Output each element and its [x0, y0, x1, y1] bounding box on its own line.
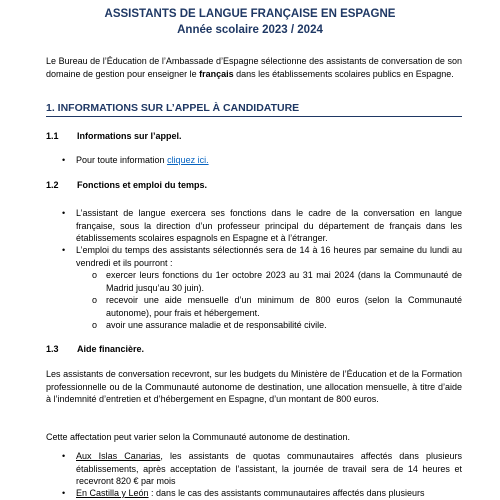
- list-item: • Aux Islas Canarias, les assistants de quotas communautaires affectés dans plusieurs établissements, après acceptation de l’assistant, la journée de travail sera de 14 heures et recevront 820 € par mois: [62, 451, 462, 486]
- bullet-icon: •: [62, 155, 66, 165]
- bullet-icon: •: [62, 488, 66, 498]
- bullet-icon: •: [62, 451, 66, 461]
- variation-note: Cette affectation peut varier selon la Communauté autonome de destination.: [46, 432, 351, 442]
- sub-list-item: o recevoir une aide mensuelle d’un minimum de 800 euros (selon la Communauté autonome), pour frais et hébergement.: [92, 295, 462, 318]
- document-title: ASSISTANTS DE LANGUE FRANÇAISE EN ESPAGNE: [104, 8, 396, 20]
- circle-bullet-icon: o: [92, 295, 98, 305]
- document-subtitle: Année scolaire 2023 / 2024: [177, 24, 323, 36]
- intro-paragraph: Le Bureau de l’Éducation de l’Ambassade d’Espagne sélectionne des assistants de conversation de son domaine de gestion pour enseigner le français dans les établissements scolaires publics en Espagne.: [46, 56, 462, 79]
- circle-bullet-icon: o: [92, 270, 98, 280]
- list-item: • L’emploi du temps des assistants sélectionnés sera de 14 à 16 heures par semaine du lundi au vendredi et ils pourront :: [62, 245, 462, 268]
- list-item: • L’assistant de langue exercera ses fonctions dans le cadre de la conversation en langue française, sous la direction d’un professeur principal du département de français dans les établissements scolaires espagnols en Espagne et à l’étranger.: [62, 208, 462, 243]
- list-item: • En Castilla y León : dans le cas des assistants communautaires affectés dans plusieurs: [62, 488, 425, 498]
- list-item: • Pour toute information cliquez ici.: [62, 155, 209, 165]
- bullet-icon: •: [62, 208, 66, 218]
- document-page: ASSISTANTS DE LANGUE FRANÇAISE EN ESPAGNE Année scolaire 2023 / 2024 Le Bureau de l’Éducation de l’Ambassade d’Espagne sélectionne des assistants de conversation de son domaine de gestion pour enseigner le français dans les établissements scolaires publics en Espagne. 1. INFORMATIONS SUR L’APPEL À CANDIDATURE 1.1 Informations sur l’appel. • Pour toute information cliquez ici. 1.2 Fonctions et emploi du temps. • L’assistant de langue exercera ses fonctions dans le cadre de la conversation en langue française, sous la direction d’un professeur principal du département de français dans les établissements scolaires espagnols en Espagne et à l’étranger. • L’emploi du temps des assistants sélectionnés sera de 14 à 16 heures par semaine du lundi au vendredi et ils pourront : o exercer leurs fonctions du 1er octobre 2023 au 31 mai 2024 (dans la Communauté de Madrid jusqu’au 30 juin). o recevoir une aide mensuelle d’un minimum de 800 euros (selon la Communauté autonome), pour frais et hébergement. o avoir une assurance maladie et de responsabilité civile. 1.3 Aide financière. Les assistants de conversation recevront, sur les budgets du Ministère de l’Éducation et de la Formation professionnelle ou de la Communauté autonome de destination, une allocation mensuelle, à titre d’aide à l’indemnité d’entretien et d’hébergement en Espagne, d’un montant de 800 euros. Cette affectation peut varier selon la Communauté autonome de destination. • Aux Islas Canarias, les assistants de quotas communautaires affectés dans plusieurs établissements, après acceptation de l’assistant, la journée de travail sera de 14 heures et recevront 820 € par mois • En Castilla y León : dans le cas des assistants communautaires affectés dans plusieurs: [0, 0, 500, 500]
- section-heading-1: 1. INFORMATIONS SUR L’APPEL À CANDIDATURE: [46, 102, 462, 117]
- financial-aid-paragraph: Les assistants de conversation recevront, sur les budgets du Ministère de l’Éducation et de la Formation professionnelle ou de la Communauté autonome de destination, une allocation mensuelle, à titre d’aide à l’indemnité d’entretien et d’hébergement en Espagne, d’un montant de 800 euros.: [46, 369, 462, 404]
- circle-bullet-icon: o: [92, 320, 98, 330]
- sub-list-item: o exercer leurs fonctions du 1er octobre 2023 au 31 mai 2024 (dans la Communauté de Madrid jusqu’au 30 juin).: [92, 270, 462, 293]
- bullet-icon: •: [62, 245, 66, 255]
- sub-list-item: o avoir une assurance maladie et de responsabilité civile.: [92, 320, 327, 330]
- info-link[interactable]: cliquez ici.: [167, 155, 209, 165]
